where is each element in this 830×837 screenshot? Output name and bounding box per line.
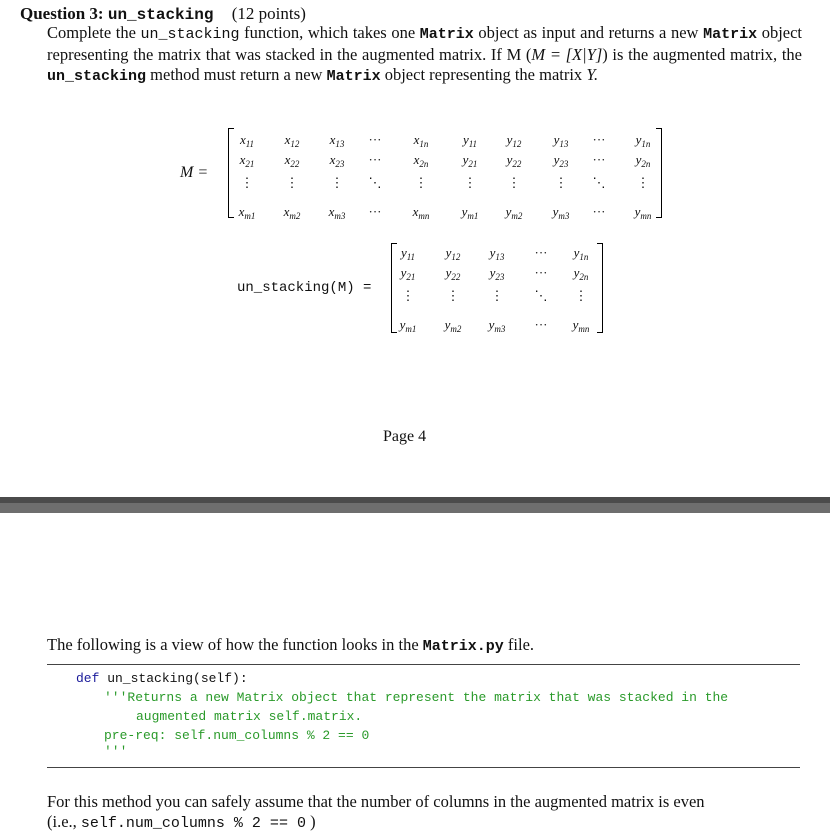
matrix-cell: $y_{13}$ [553, 132, 569, 149]
matrix-cell: $y_{m1}$ [399, 317, 417, 334]
matrix-cell: $x_{23}$ [329, 152, 345, 169]
code-docstring-1: '''Returns a new Matrix object that represent the matrix that was stacked in the [104, 690, 729, 705]
matrix-cell: ⋮ [574, 288, 588, 303]
intro-fn-name: un_stacking [140, 26, 240, 43]
matrix-cell: ⋮ [240, 175, 254, 190]
matrix-ellipsis: ··· [592, 152, 606, 167]
intro-text: Complete the [47, 23, 136, 42]
view-sentence [47, 635, 534, 655]
matrix-ellipsis: ··· [534, 245, 548, 260]
note-paragraph [47, 792, 799, 834]
matrix-ellipsis: ⋱ [368, 175, 382, 190]
matrix-cell: $y_{2n}$ [635, 152, 651, 169]
intro-matrix-class: Matrix [326, 68, 381, 85]
code-docstring-2: augmented matrix self.matrix. [136, 709, 363, 724]
matrix-cell: ⋮ [490, 288, 504, 303]
intro-text: object as input and returns a new [478, 23, 699, 42]
matrix-cell: $y_{m1}$ [461, 204, 479, 221]
matrix-cell: $y_{11}$ [400, 245, 416, 262]
matrix-cell: $x_{21}$ [239, 152, 255, 169]
code-keyword: def [76, 671, 100, 686]
matrix-ellipsis: ⋱ [534, 288, 548, 303]
code-bottom-rule [47, 767, 800, 768]
intro-fn-name: un_stacking [47, 68, 147, 85]
intro-matrix-class: Matrix [419, 26, 474, 43]
matrix-ellipsis: ··· [592, 204, 606, 219]
matrix-ellipsis: ··· [368, 204, 382, 219]
matrix-cell: $x_{13}$ [329, 132, 345, 149]
matrix-cell: $y_{m3}$ [552, 204, 570, 221]
note-text: (i.e., [47, 812, 77, 831]
matrix-cell: $y_{mn}$ [634, 204, 652, 221]
intro-text: object representing the matrix [384, 65, 583, 84]
intro-text: ) is the augmented matrix, the [602, 45, 803, 64]
matrix-cell: $y_{22}$ [506, 152, 522, 169]
note-text: For this method you can safely assume that the number of columns in the augmented matrix is even [47, 792, 705, 811]
code-docstring-3: pre-req: self.num_columns % 2 == 0 [104, 728, 370, 743]
matrix-cell: $y_{21}$ [400, 265, 416, 282]
view-text: file. [507, 635, 535, 654]
matrix-cell: ⋮ [401, 288, 415, 303]
matrix-cell: ⋮ [507, 175, 521, 190]
question-header [20, 4, 306, 24]
matrix-cell: $y_{mn}$ [572, 317, 590, 334]
matrix-m-label: M = [180, 164, 209, 181]
matrix-cell: ⋮ [446, 288, 460, 303]
intro-text: method must return a new [150, 65, 323, 84]
matrix-cell: $y_{13}$ [489, 245, 505, 262]
matrix-cell: $y_{2n}$ [573, 265, 589, 282]
intro-equation: M = [X|Y] [531, 45, 603, 64]
code-top-rule [47, 664, 800, 665]
intro-text: function, which takes one [244, 23, 416, 42]
matrix-cell: $y_{23}$ [489, 265, 505, 282]
matrix-cell: $y_{m2}$ [505, 204, 523, 221]
matrix-cell: $y_{23}$ [553, 152, 569, 169]
matrix-cell: $x_{12}$ [284, 132, 300, 149]
intro-text: object representing the matrix that was stacked in the augmented matrix. If M ( [47, 23, 803, 64]
matrix-cell: $y_{22}$ [445, 265, 461, 282]
code-signature: un_stacking(self): [99, 671, 248, 686]
matrix-cell: $y_{m3}$ [488, 317, 506, 334]
matrix-cell: $x_{m1}$ [238, 204, 256, 221]
code-line-def [76, 671, 248, 686]
matrix-m [228, 128, 662, 221]
matrix-cell: $y_{m2}$ [444, 317, 462, 334]
matrix-cell: $y_{12}$ [445, 245, 461, 262]
question-points: (12 points) [231, 4, 306, 23]
matrix-cell: $y_{12}$ [506, 132, 522, 149]
matrix-cell: ⋮ [330, 175, 344, 190]
matrix-cell: $x_{11}$ [239, 132, 255, 149]
matrix-cell: $y_{11}$ [462, 132, 478, 149]
unstacking-label: un_stacking(M) = [237, 280, 372, 296]
matrix-cell: $y_{1n}$ [635, 132, 651, 149]
matrix-cell: $x_{m3}$ [328, 204, 346, 221]
matrix-cell: $y_{1n}$ [573, 245, 589, 262]
matrix-cell: $x_{1n}$ [413, 132, 429, 149]
intro-matrix-class: Matrix [703, 26, 758, 43]
matrix-ellipsis: ⋱ [592, 175, 606, 190]
page-separator [0, 497, 830, 513]
matrix-ellipsis: ··· [368, 152, 382, 167]
matrix-y [391, 243, 603, 333]
matrix-cell: ⋮ [554, 175, 568, 190]
matrix-ellipsis: ··· [368, 132, 382, 147]
note-code: self.num_columns % 2 == 0 [80, 815, 306, 832]
matrix-cell: $x_{mn}$ [412, 204, 430, 221]
matrix-cell: $x_{2n}$ [413, 152, 429, 169]
view-filename: Matrix.py [422, 638, 504, 655]
matrix-cell: $y_{21}$ [462, 152, 478, 169]
matrix-cell: ⋮ [414, 175, 428, 190]
matrix-cell: ⋮ [636, 175, 650, 190]
intro-paragraph [47, 23, 802, 87]
intro-text: Y. [586, 65, 599, 84]
matrix-cell: ⋮ [285, 175, 299, 190]
matrix-cell: $x_{m2}$ [283, 204, 301, 221]
page-number: Page 4 [383, 428, 427, 445]
question-label: Question 3: [20, 4, 104, 23]
matrix-ellipsis: ··· [534, 265, 548, 280]
view-text: The following is a view of how the function looks in the [47, 635, 419, 654]
code-docstring-4: ''' [104, 744, 128, 759]
matrix-cell: $x_{22}$ [284, 152, 300, 169]
matrix-cell: ⋮ [463, 175, 477, 190]
note-text: ) [310, 812, 316, 831]
matrix-ellipsis: ··· [534, 317, 548, 332]
matrix-ellipsis: ··· [592, 132, 606, 147]
question-function-name: un_stacking [107, 6, 214, 24]
